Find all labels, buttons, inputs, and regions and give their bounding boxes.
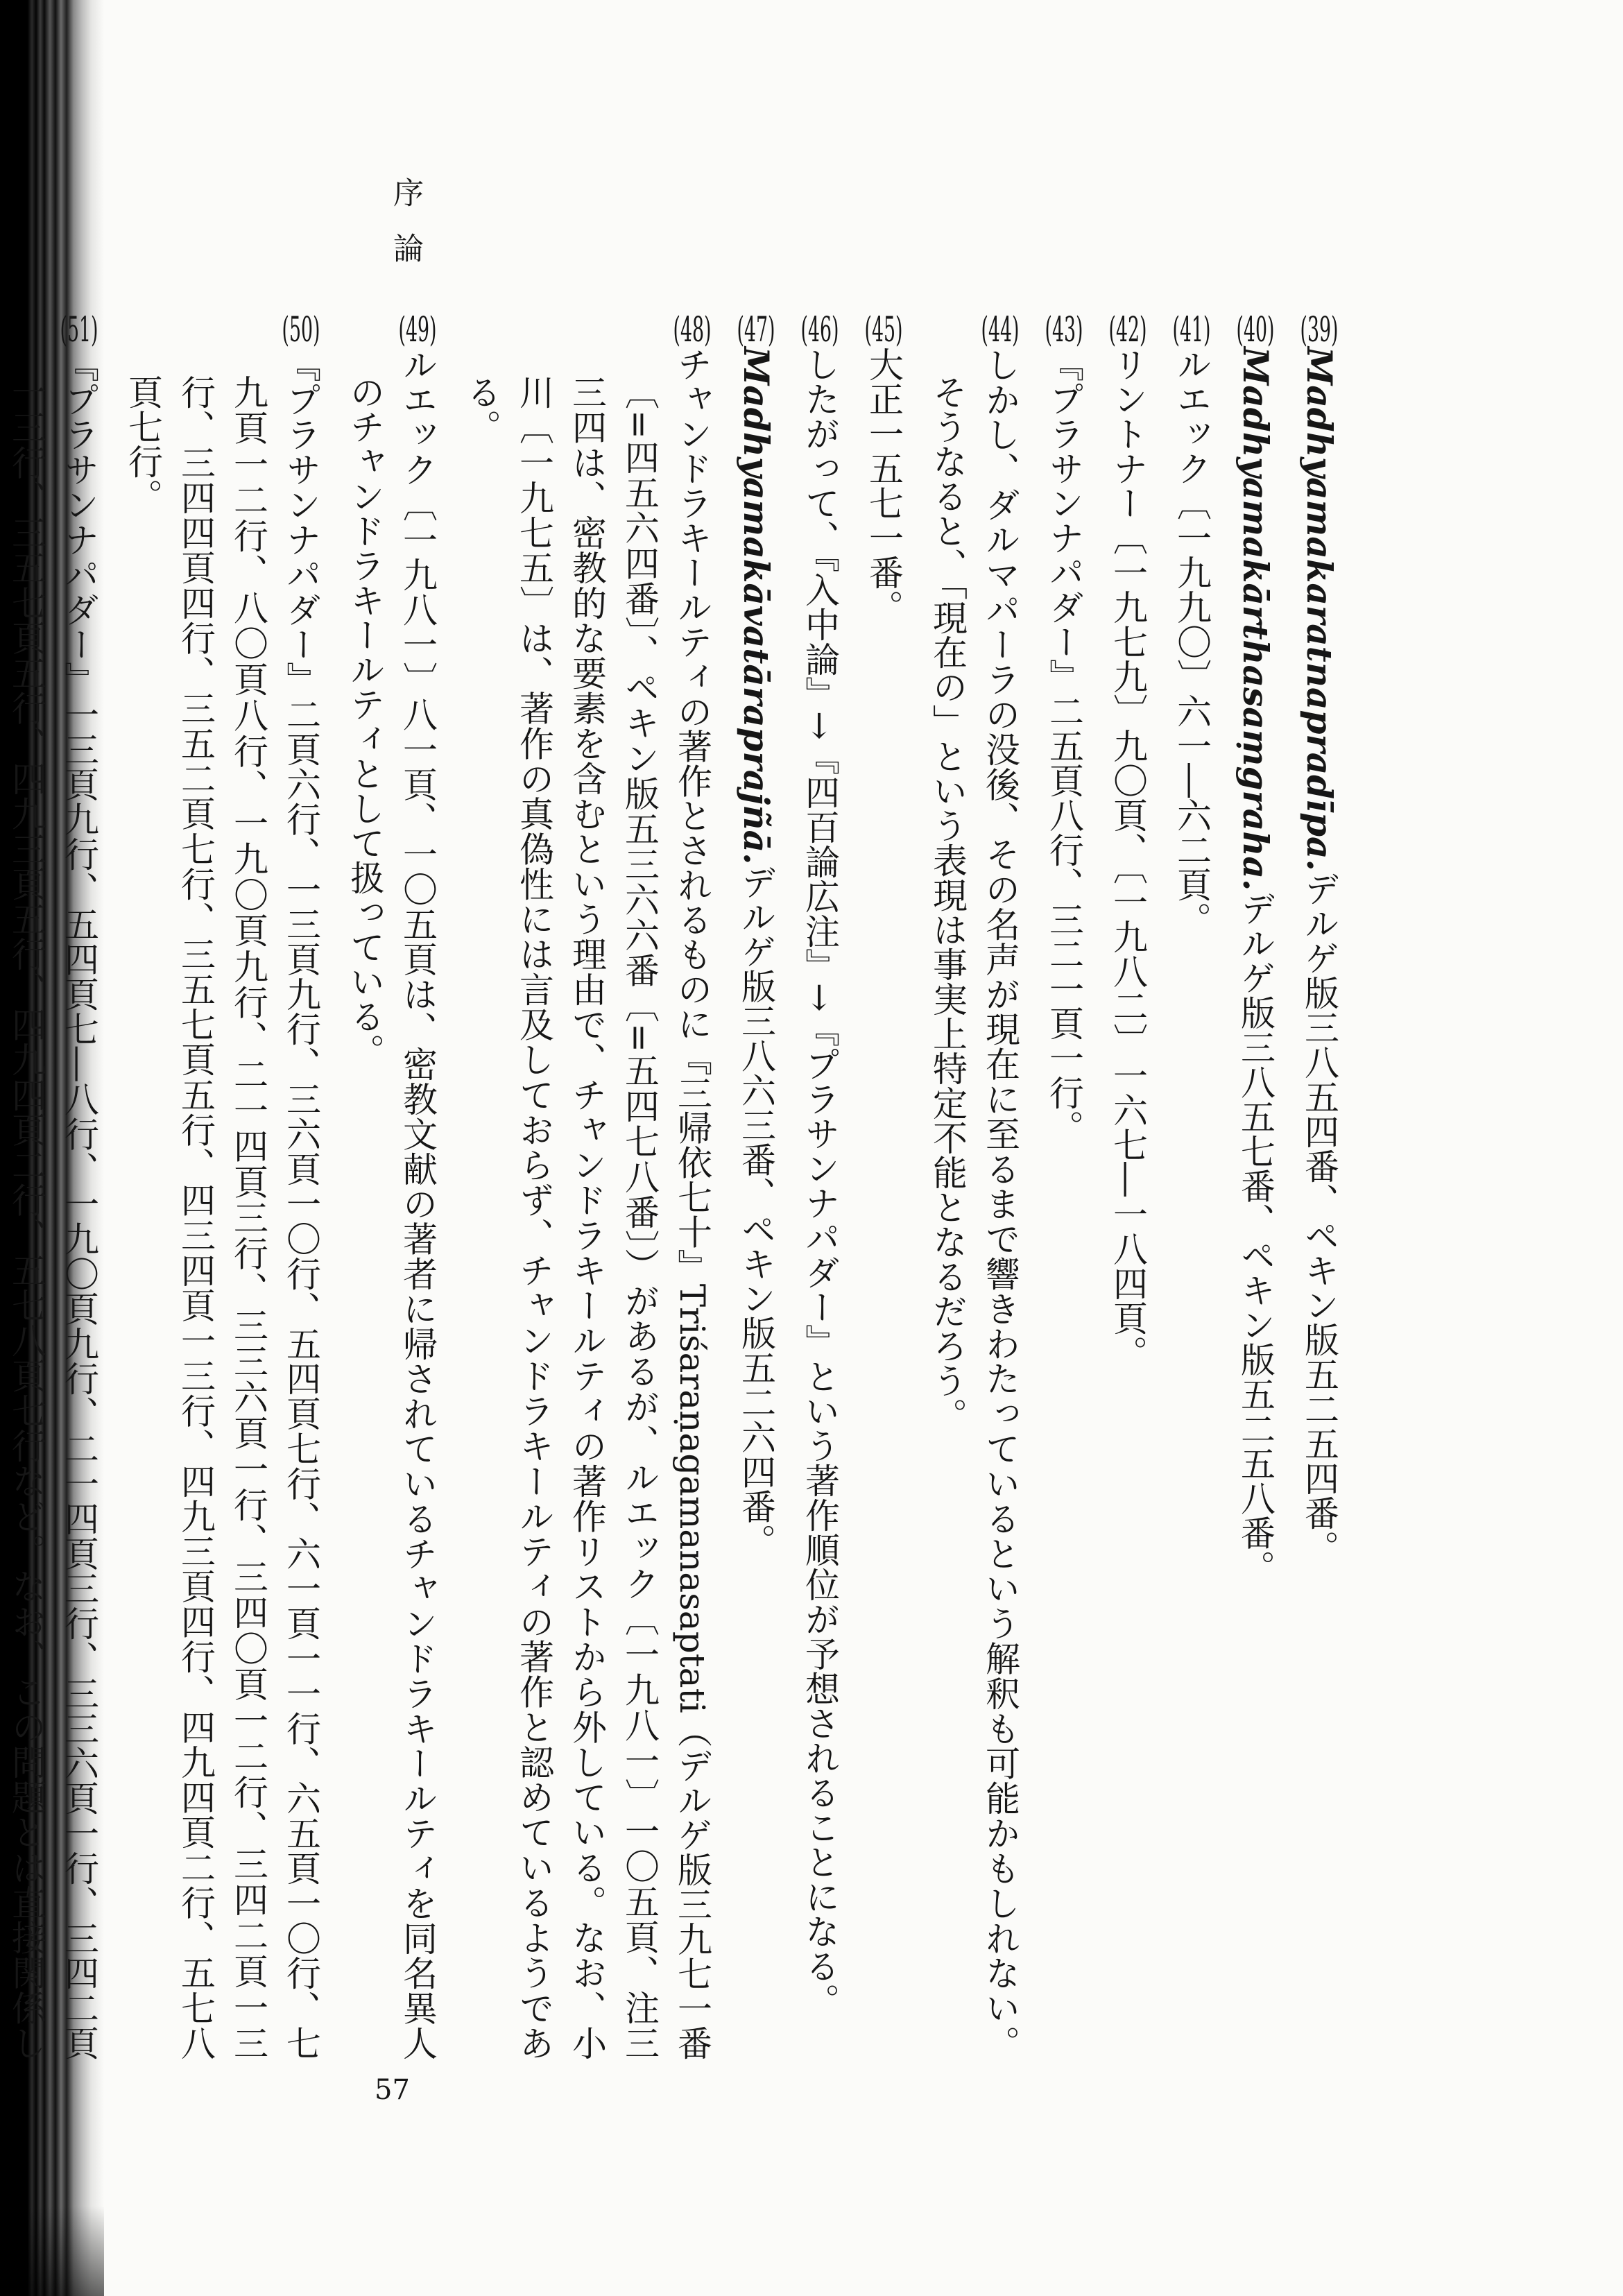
page-number: 57	[375, 2074, 410, 2106]
note-text: 『プラサンナパダー』二頁六行、一三頁九行、三六頁一〇行、五四頁七行、六一頁一一行、六五頁一〇行、七九頁一二行、八〇頁八行、一九〇頁九行、二一四頁三行、三三六頁一行、三四〇頁一二行、三四二頁一三行、三四四頁四行、三五二頁七行、三五七頁五行、四三四頁一三行、四九三頁四行、四九四頁二行、五七八頁七行。	[123, 347, 321, 2060]
note-number: (44)	[981, 312, 1020, 347]
note-latin-title: Madhyamakāvatāraprajñā.	[736, 347, 777, 865]
note-41	[1165, 312, 1218, 2060]
note-text: チャンドラキールティの著作とされるものに『三帰依七十』Triśaraṇagamanasaptati（デルゲ版三九七一番〔=四五六四番〕、ペキン版五三六六番〔=五四七八番〕）があるが、ルエック〔一九八一〕一〇五頁、注三三四は、密教的な要素を含むという理由で、チャンドラキールティの著作リストから外している。なお、小川〔一九七五〕は、著作の真偽性には言及しておらず、チャンドラキールティの著作と認めているようである。	[461, 347, 712, 2060]
note-number: (41)	[1172, 312, 1211, 347]
note-number: (50)	[282, 312, 320, 347]
note-text: 『プラサンナパダー』二五頁八行、三二一頁一行。	[1044, 347, 1084, 1145]
note-44	[921, 312, 1027, 2060]
note-text: リントナー〔一九七九〕九〇頁、〔一九八二〕一六七―一八四頁。	[1108, 347, 1148, 1370]
note-text: ルエック〔一九八一〕八一頁、一〇五頁は、密教文献の著者に帰されているチャンドラキールティを同名異人のチャンドラキールティとして扱っている。	[345, 347, 438, 2060]
note-text: 大正一五七一番。	[864, 347, 904, 624]
note-number: (45)	[864, 312, 903, 347]
note-number: (49)	[398, 312, 437, 347]
note-50	[117, 312, 327, 2060]
note-text: 『プラサンナパダー』一三頁九行、五四頁七―八行、一九〇頁九行、二一四頁三行、三三六頁一行、三四二頁一三行、三五七頁五行、四九三頁五行、四九四頁二行、五七八頁七行など。なお、この問題とは直接関係し	[6, 347, 99, 2060]
note-number: (51)	[60, 312, 98, 347]
note-40	[1229, 312, 1282, 2060]
note-49	[338, 312, 444, 2060]
note-number: (46)	[800, 312, 839, 347]
note-47	[730, 312, 782, 2060]
note-latin-title: Madhyamakārthasaṃgraha.	[1235, 347, 1276, 891]
note-45	[857, 312, 910, 2060]
note-text: ルエック〔一九九〇〕六一―六二頁。	[1171, 347, 1212, 936]
note-number: (48)	[673, 312, 712, 347]
note-43	[1038, 312, 1090, 2060]
endnotes	[6, 312, 1346, 2060]
binding-shadow-bottom	[0, 2206, 104, 2296]
note-text: したがって、『入中論』→『四百論広注』→『プラサンナパダー』という著作順位が予想されることになる。	[800, 347, 840, 2018]
note-text: デルゲ版三八六三番、ペキン版五二六四番。	[736, 864, 776, 1559]
note-number: (39)	[1300, 312, 1339, 347]
note-number: (47)	[737, 312, 775, 347]
note-text: デルゲ版三八五七番、ペキン版五二五八番。	[1235, 891, 1276, 1585]
note-text: しかし、ダルマパーラの没後、その名声が現在に至るまで響きわたっているという解釈も可能かもしれない。そうなると、「現在の」という表現は事実上特定不能となるだろう。	[927, 347, 1020, 2060]
running-head: 序論	[388, 177, 423, 288]
note-51	[0, 312, 105, 2060]
note-number: (43)	[1045, 312, 1083, 347]
note-number: (42)	[1108, 312, 1147, 347]
note-39	[1293, 312, 1346, 2060]
note-number: (40)	[1236, 312, 1275, 347]
note-48	[455, 312, 719, 2060]
note-text: デルゲ版三八五四番、ペキン版五二五四番。	[1299, 871, 1339, 1565]
note-42	[1101, 312, 1154, 2060]
note-latin-title: Madhyamakaratnapradīpa.	[1299, 347, 1340, 871]
note-46	[793, 312, 846, 2060]
